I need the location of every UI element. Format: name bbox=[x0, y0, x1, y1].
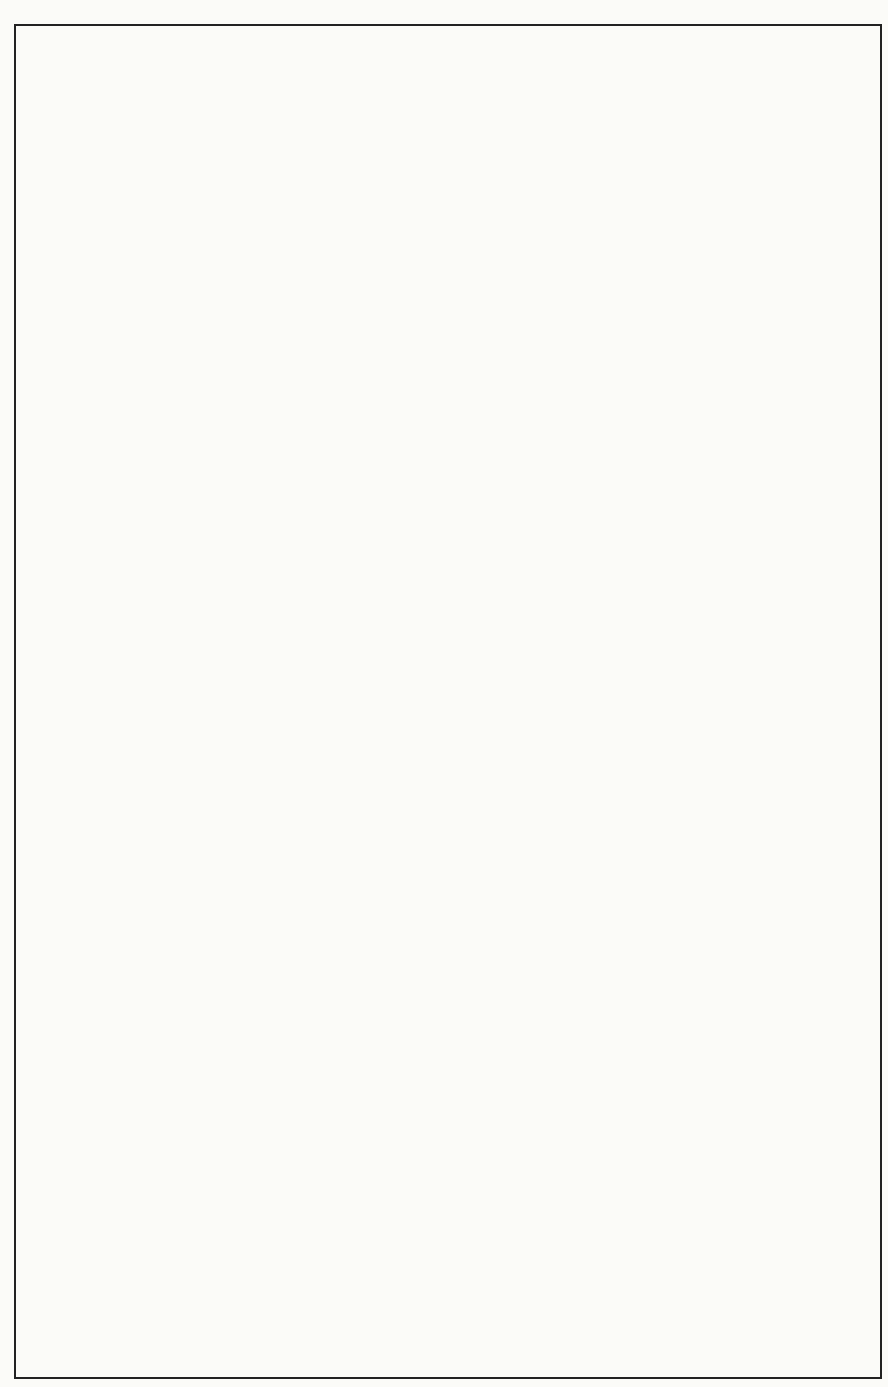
advertisement-page bbox=[14, 24, 882, 1379]
page-header bbox=[6, 4, 882, 20]
